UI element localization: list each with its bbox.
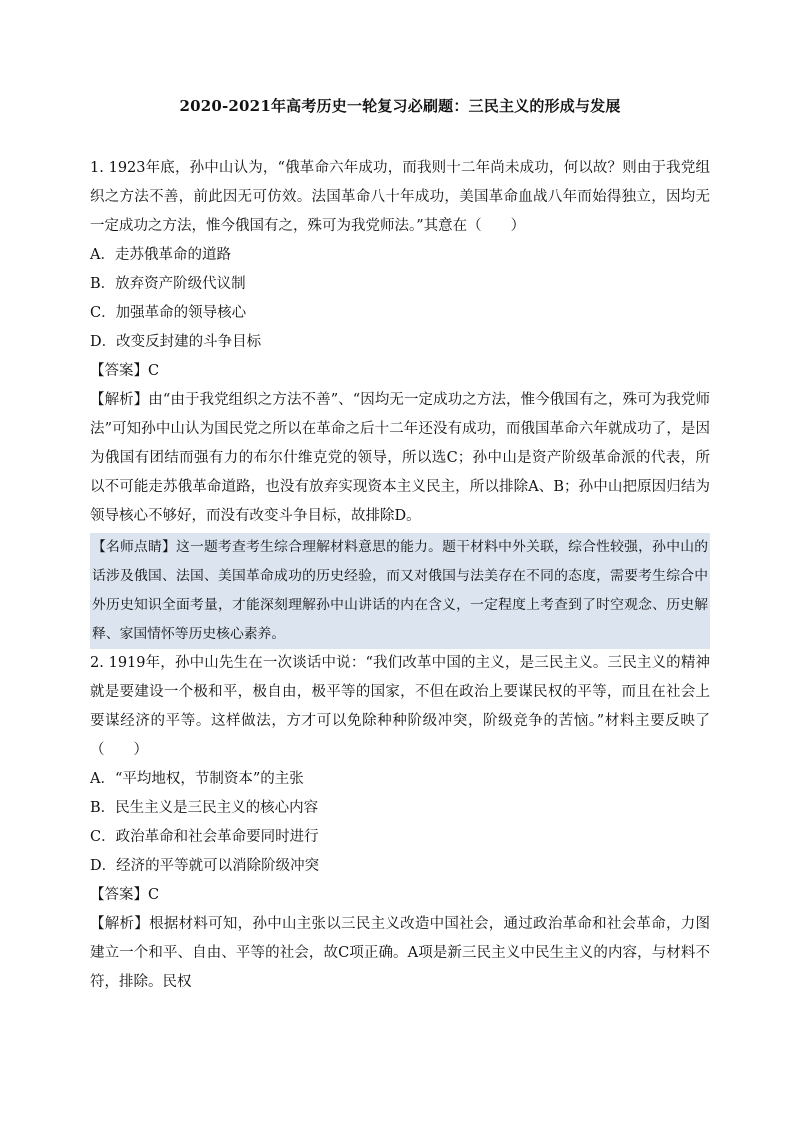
option-a: A．“平均地权，节制资本”的主张 bbox=[90, 771, 304, 787]
answer: 【答案】C bbox=[90, 363, 160, 379]
question-2 bbox=[90, 649, 710, 997]
analysis: 【解析】由“由于我党组织之方法不善”、“因均无一定成功之方法，惟今俄国有之，殊可为我党师法”可知孙中山认为国民党之所以在革命之后十二年还没有成功，而俄国革命六年就成功了，是因为俄国有团结而强有力的布尔什维克党的领导，所以选C；孙中山是资产阶级革命派的代表，所以不可能走苏俄革命道路，也没有放弃实现资本主义民主，所以排除A、B；孙中山把原因归结为领导核心不够好，而没有改变斗争目标，故排除D。 bbox=[90, 392, 710, 524]
option-b: B．放弃资产阶级代议制 bbox=[90, 276, 246, 292]
option-c: C．加强革命的领导核心 bbox=[90, 305, 247, 321]
question-stem: 1. 1923年底，孙中山认为，“俄革命六年成功，而我则十二年尚未成功，何以故？则由于我党组织之方法不善，前此因无可仿效。法国革命八十年成功，美国革命血战八年而始得独立，因均无一定成功之方法，惟今俄国有之，殊可为我党师法。”其意在（ ） bbox=[90, 160, 710, 234]
question-1 bbox=[90, 154, 710, 649]
option-c: C．政治革命和社会革命要同时进行 bbox=[90, 829, 319, 845]
document-title: 2020-2021年高考历史一轮复习必刷题：三民主义的形成与发展 bbox=[179, 97, 621, 115]
analysis: 【解析】根据材料可知，孙中山主张以三民主义改造中国社会，通过政治革命和社会革命，力图建立一个和平、自由、平等的社会，故C项正确。A项是新三民主义中民生主义的内容，与材料不符，排除。民权 bbox=[90, 916, 710, 990]
teacher-tips-box: 【名师点睛】这一题考查考生综合理解材料意思的能力。题干材料中外关联，综合性较强，孙中山的话涉及俄国、法国、美国革命成功的历史经验，而又对俄国与法美存在不同的态度，需要考生综合中外历史知识全面考量，才能深刻理解孙中山讲话的内在含义，一定程度上考查到了时空观念、历史解释、家国情怀等历史核心素养。 bbox=[90, 533, 710, 649]
option-a: A．走苏俄革命的道路 bbox=[90, 247, 231, 263]
question-stem: 2. 1919年，孙中山先生在一次谈话中说：“我们改革中国的主义，是三民主义。三民主义的精神就是要建设一个极和平，极自由，极平等的国家，不但在政治上要谋民权的平等，而且在社会上要谋经济的平等。这样做法，方才可以免除种种阶级冲突，阶级竞争的苦恼。”材料主要反映了（ ） bbox=[90, 655, 710, 758]
answer: 【答案】C bbox=[90, 887, 160, 903]
option-d: D．经济的平等就可以消除阶级冲突 bbox=[90, 858, 320, 874]
option-b: B．民生主义是三民主义的核心内容 bbox=[90, 800, 319, 816]
document-page bbox=[90, 95, 710, 997]
option-d: D．改变反封建的斗争目标 bbox=[90, 334, 262, 350]
